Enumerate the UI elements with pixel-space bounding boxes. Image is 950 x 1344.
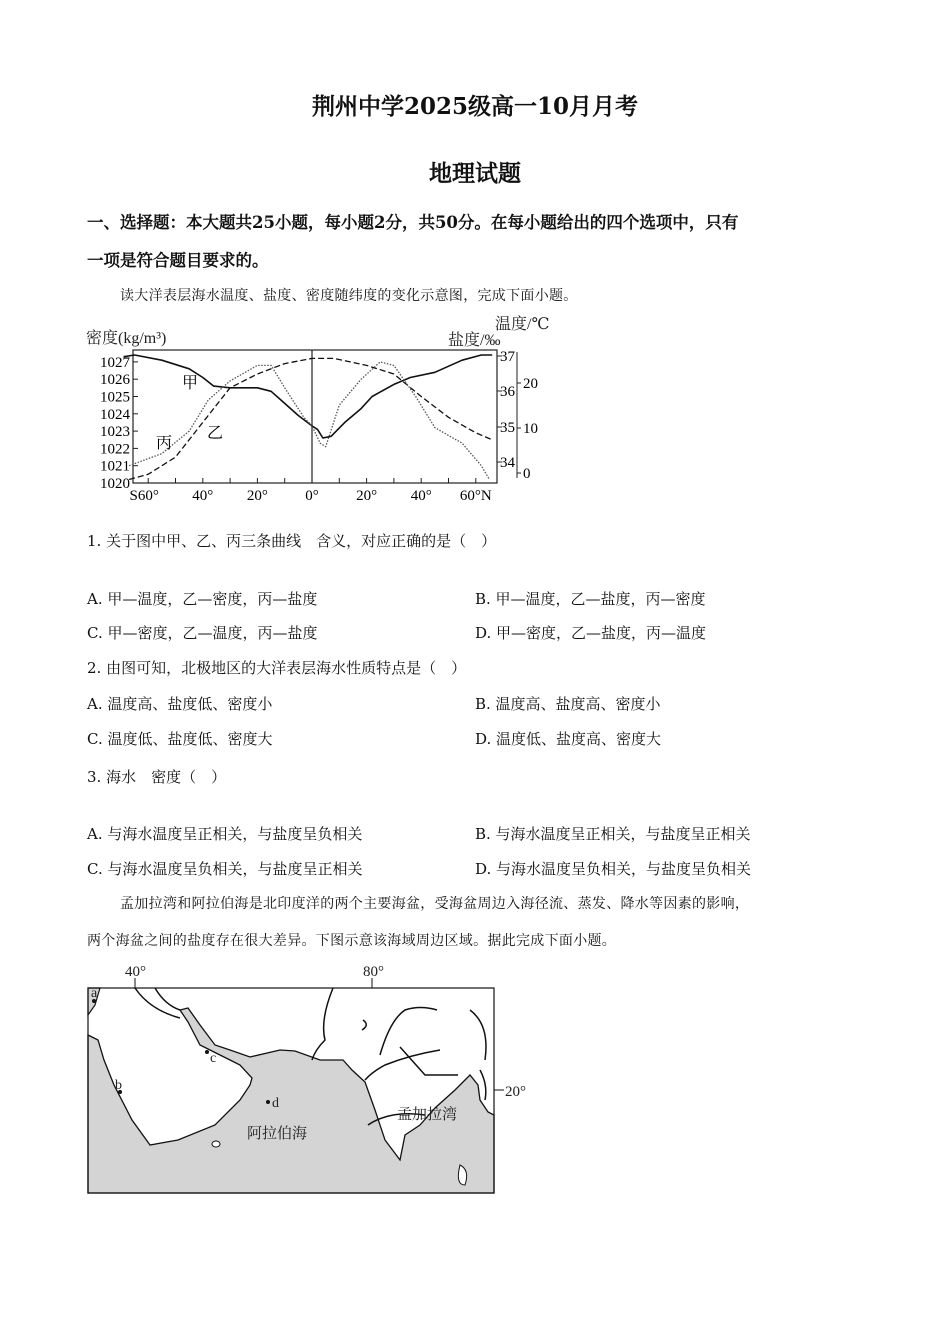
answer-option[interactable]: C. 与海水温度呈负相关，与盐度呈正相关 [87,860,363,878]
point-a: a [91,986,98,1001]
answer-option[interactable]: B. 与海水温度呈正相关，与盐度呈正相关 [475,825,751,843]
left-axis-label: 密度(kg/m³) [86,330,167,347]
answer-option[interactable]: A. 温度高、盐度低、密度小 [87,695,273,713]
intro-text-1: 读大洋表层海水温度、盐度、密度随纬度的变化示意图，完成下面小题。 [120,288,578,304]
temp-axis-label: 温度/℃ [495,316,550,333]
x-tick-label: 20° [356,488,378,504]
x-tick-label: 60°N [459,488,492,504]
label-yi: 乙 [207,425,224,442]
lon-label-80: 80° [363,964,384,980]
ocean-properties-chart [80,310,570,510]
left-tick-label: 1024 [100,406,130,423]
x-tick-label: 20° [246,488,268,504]
x-tick-label: 40° [410,488,432,504]
left-tick-label: 1027 [100,354,130,371]
point-b: b [115,1078,122,1093]
question-stem: 2. 由图可知，北极地区的大洋表层海水性质特点是（ ） [87,659,467,677]
intro-text-2-cont: 两个海盆之间的盐度存在很大差异。下图示意该海域周边区域。据此完成下面小题。 [87,933,617,949]
section-heading: 一、选择题：本大题共25小题，每小题2分，共50分。在每小题给出的四个选项中，只有 [87,213,739,232]
answer-option[interactable]: D. 甲—密度，乙—盐度，丙—温度 [475,624,707,642]
salinity-tick-label: 37 [500,349,515,365]
north-indian-ocean-map [80,960,540,1200]
section-heading-cont: 一项是符合题目要求的。 [87,251,269,270]
point-d: d [272,1096,279,1111]
left-tick-label: 1023 [100,424,130,441]
bay-of-bengal-label: 孟加拉湾 [397,1107,458,1123]
left-tick-label: 1021 [100,458,130,475]
intro-text-2: 孟加拉湾和阿拉伯海是北印度洋的两个主要海盆，受海盆周边入海径流、蒸发、降水等因素的影响， [120,896,750,912]
exam-title: 荆州中学2025级高一10月月考 [311,93,639,120]
answer-option[interactable]: C. 甲—密度，乙—温度，丙—盐度 [87,624,318,642]
question-stem: 1. 关于图中甲、乙、丙三条曲线 含义，对应正确的是（ ） [87,532,497,550]
left-tick-label: 1025 [100,389,130,406]
salinity-axis-label: 盐度/‰ [448,332,501,349]
point-c: c [210,1051,217,1066]
salinity-tick-label: 34 [500,455,515,471]
label-bing: 丙 [156,435,173,452]
temp-tick-label: 0 [523,466,531,482]
x-tick-label: 0° [305,488,319,504]
temp-tick-label: 20 [523,376,538,392]
question-stem: 3. 海水 密度（ ） [87,768,227,786]
answer-option[interactable]: B. 温度高、盐度高、密度小 [475,695,661,713]
subject-title: 地理试题 [429,160,521,187]
temp-tick-label: 10 [523,421,538,437]
x-tick-label: 40° [192,488,214,504]
left-tick-label: 1020 [100,476,130,492]
answer-option[interactable]: A. 与海水温度呈正相关，与盐度呈负相关 [87,825,363,843]
lat-label-20: 20° [505,1084,526,1100]
answer-option[interactable]: D. 与海水温度呈负相关，与盐度呈负相关 [475,860,752,878]
left-tick-label: 1022 [100,441,130,458]
left-tick-label: 1026 [100,372,130,389]
answer-option[interactable]: B. 甲—温度，乙—盐度，丙—密度 [475,590,706,608]
answer-option[interactable]: C. 温度低、盐度低、密度大 [87,730,273,748]
plot-frame [133,350,497,483]
salinity-tick-label: 35 [500,420,515,436]
answer-option[interactable]: D. 温度低、盐度高、密度大 [475,730,662,748]
lon-label-40: 40° [125,964,146,980]
answer-option[interactable]: A. 甲—温度，乙—密度，丙—盐度 [87,590,318,608]
series-line-1 [124,355,493,438]
label-jia: 甲 [182,375,199,392]
arabian-sea-label: 阿拉伯海 [247,1126,308,1142]
salinity-tick-label: 36 [500,384,515,400]
x-tick-label: S60° [129,488,159,504]
